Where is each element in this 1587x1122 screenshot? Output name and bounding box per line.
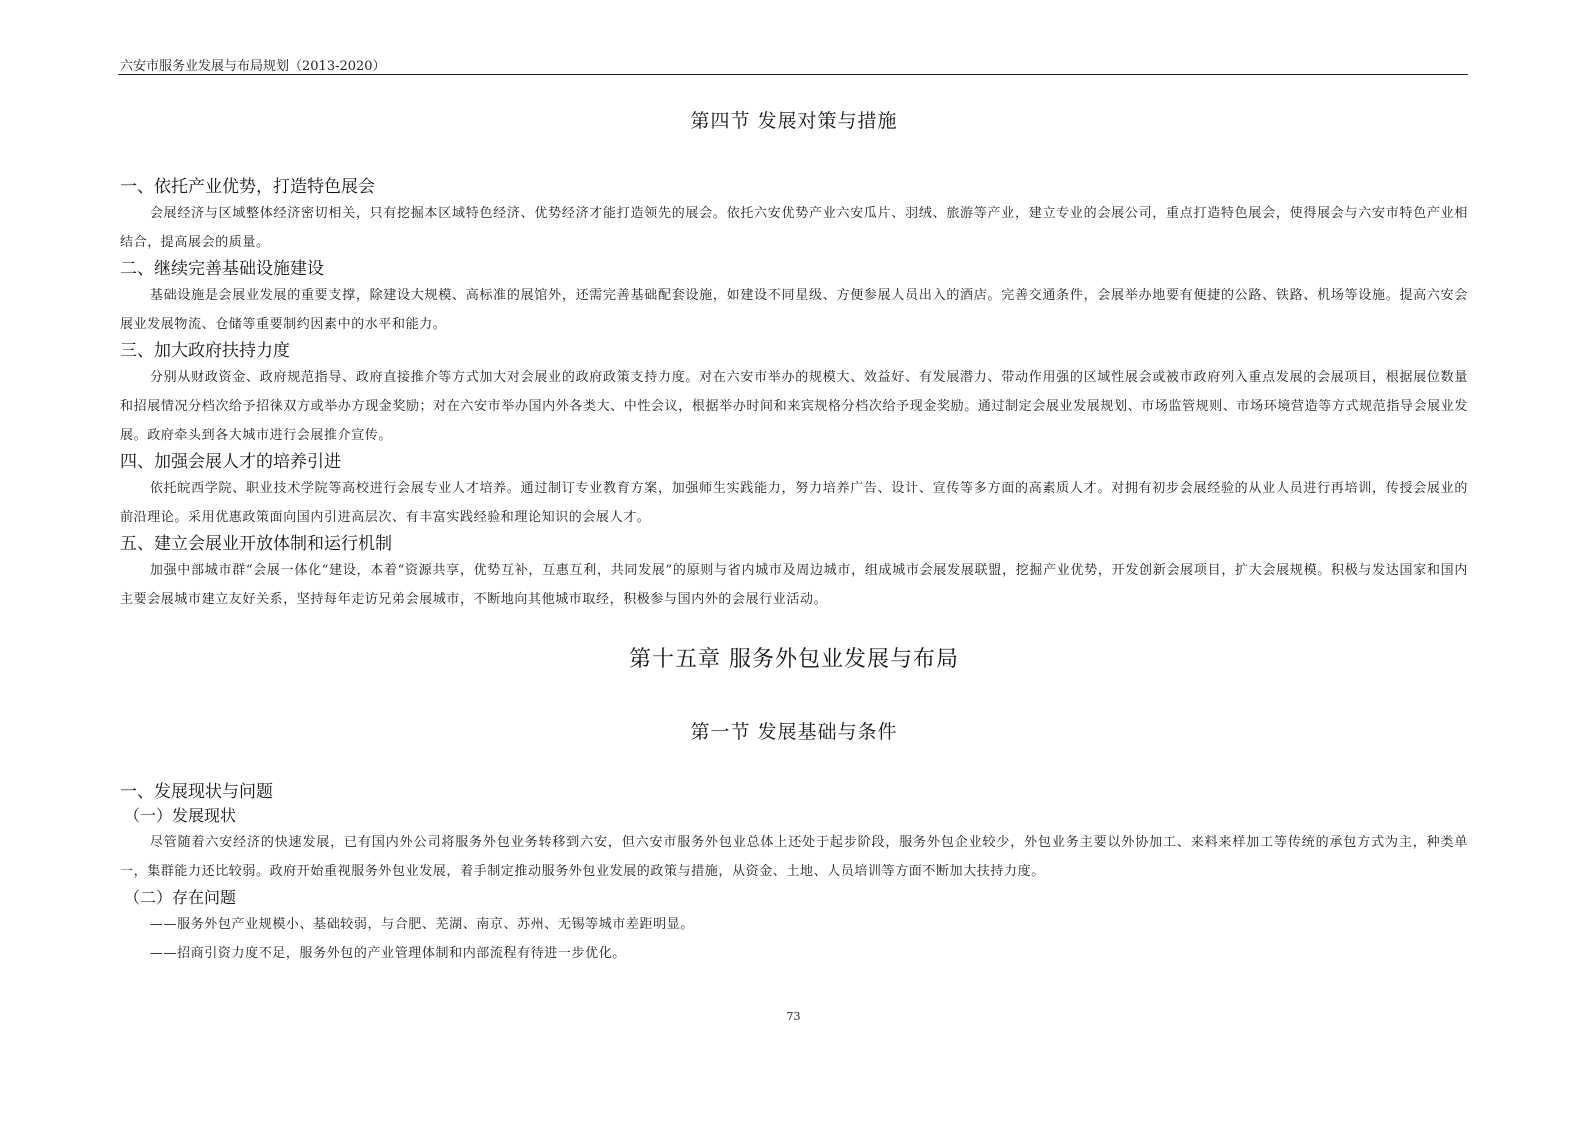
paragraph: 基础设施是会展业发展的重要支撑，除建设大规模、高标准的展馆外，还需完善基础配套设施，如建设不同星级、方便参展人员出入的酒店。完善交通条件，会展举办地要有便捷的公路、铁路、机场等设施。提高六安会展业发展物流、仓储等重要制约因素中的水平和能力。 <box>120 288 1468 332</box>
list-item: ——服务外包产业规模小、基础较弱，与合肥、芜湖、南京、苏州、无锡等城市差距明显。 <box>149 917 694 932</box>
sub-subsection-heading: （二）存在问题 <box>124 888 237 907</box>
section-item <box>120 450 1468 532</box>
section-item <box>120 532 1468 614</box>
subsection-heading: 三、加大政府扶持力度 <box>120 341 290 361</box>
section-title: 第一节 发展基础与条件 <box>690 721 898 743</box>
page-number: 73 <box>786 1010 801 1023</box>
list-item: ——招商引资力度不足，服务外包的产业管理体制和内部流程有待进一步优化。 <box>149 946 626 961</box>
section-item <box>120 339 1468 450</box>
chapter-title: 第十五章 服务外包业发展与布局 <box>629 647 959 672</box>
subsection-heading: 一、发展现状与问题 <box>120 782 273 802</box>
subsection-heading: 二、继续完善基础设施建设 <box>120 259 324 279</box>
page-content <box>120 100 1468 968</box>
paragraph: 依托皖西学院、职业技术学院等高校进行会展专业人才培养。通过制订专业教育方案，加强师生实践能力，努力培养广告、设计、宣传等多方面的高素质人才。对拥有初步会展经验的从业人员进行再培训，传授会展业的前沿理论。采用优惠政策面向国内引进高层次、有丰富实践经验和理论知识的会展人才。 <box>120 481 1468 525</box>
paragraph: 加强中部城市群“会展一体化“建设，本着“资源共享，优势互补，互惠互利，共同发展”的原则与省内城市及周边城市，组成城市会展发展联盟，挖掘产业优势，开发创新会展项目，扩大会展规模。积极与发达国家和国内主要会展城市建立友好关系，坚持每年走访兄弟会展城市，不断地向其他城市取经，积极参与国内外的会展行业活动。 <box>120 563 1468 607</box>
section-title: 第四节 发展对策与措施 <box>690 110 898 132</box>
paragraph: 分别从财政资金、政府规范指导、政府直接推介等方式加大对会展业的政府政策支持力度。对在六安市举办的规模大、效益好、有发展潜力、带动作用强的区域性展会或被市政府列入重点发展的会展项目，根据展位数量和招展情况分档次给予招徕双方或举办方现金奖励；对在六安市举办国内外各类大、中性会议，根据举办时间和来宾规格分档次给予现金奖励。通过制定会展业发展规划、市场监管规则、市场环境营造等方式规范指导会展业发展。政府牵头到各大城市进行会展推介宣传。 <box>120 370 1468 443</box>
sub-subsection-heading: （一）发展现状 <box>124 806 237 825</box>
running-header: 六安市服务业发展与布局规划（2013-2020） <box>120 59 386 74</box>
subsection-heading: 五、建立会展业开放体制和运行机制 <box>120 534 392 554</box>
paragraph: 会展经济与区域整体经济密切相关，只有挖掘本区域特色经济、优势经济才能打造领先的展会。依托六安优势产业六安瓜片、羽绒、旅游等产业，建立专业的会展公司，重点打造特色展会，使得展会与六安市特色产业相结合，提高展会的质量。 <box>120 206 1468 250</box>
paragraph: 尽管随着六安经济的快速发展，已有国内外公司将服务外包业务转移到六安，但六安市服务外包业总体上还处于起步阶段，服务外包企业较少，外包业务主要以外协加工、来料来样加工等传统的承包方式为主，种类单一，集群能力还比较弱。政府开始重视服务外包业发展，着手制定推动服务外包业发展的政策与措施，从资金、土地、人员培训等方面不断加大扶持力度。 <box>120 835 1468 879</box>
section-item <box>120 175 1468 257</box>
subsection-heading: 四、加强会展人才的培养引进 <box>120 452 341 472</box>
subsection-heading: 一、依托产业优势，打造特色展会 <box>120 177 375 197</box>
header-divider <box>118 74 1468 75</box>
section-item <box>120 257 1468 339</box>
